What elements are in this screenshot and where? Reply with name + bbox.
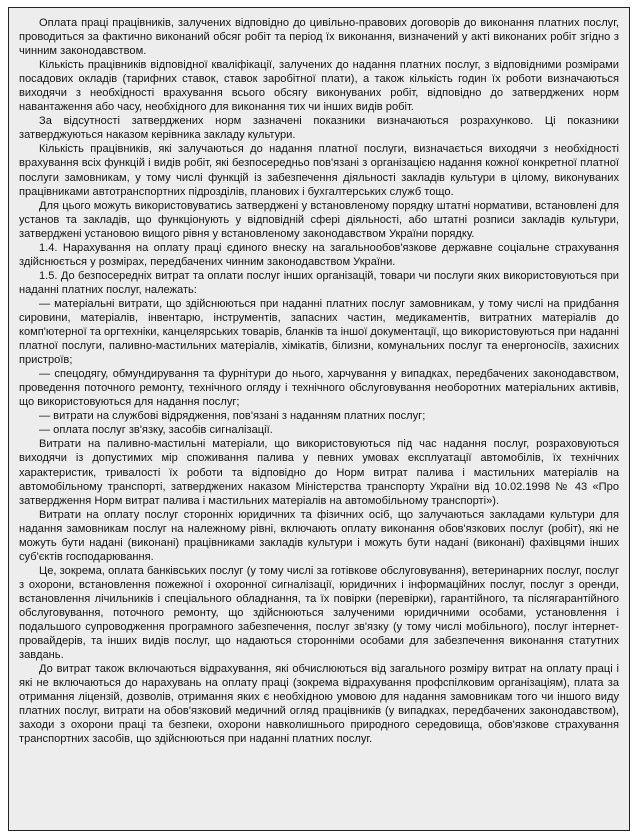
list-item: — оплата послуг зв'язку, засобів сигналізації. [39, 424, 273, 437]
paragraph: Для цього можуть використовуватись затверджені у встановленому порядку штатні нормативи, встановлені для установ та закладів, що функціонують у відповідній сфері діяльності, або штатні розписи закладів культури, затверджені установою вищого рівня у встановленому законодавством України порядку. [19, 199, 619, 240]
paragraph: Витрати на паливно-мастильні матеріали, що використовуються під час надання послуг, розраховуються виходячи із допустимих мір споживання палива у певних умовах експлуатації автомобілів, їх технічних характеристик, тривалості їх роботи та відповідно до Норм витрат палива і мастильних матеріалів на автомобільному транспорті, затверджених наказом Міністерства транспорту України від 10.02.1998 № 43 «Про затвердження Норм витрат палива і мастильних матеріалів на автомобільному транспорті»). [19, 438, 619, 507]
document-body [19, 16, 619, 746]
paragraph: Оплата праці працівників, залучених відповідно до цивільно-правових договорів до виконання платних послуг, проводиться за фактично виконаний обсяг робіт та період їх виконання, визначений у акті виконаних робіт згідно з чинним законодавством. [19, 17, 619, 58]
paragraph: До витрат також включаються відрахування, які обчислюються від загального розміру витрат на оплату праці і які не включаються до нарахувань на оплату праці (зокрема відрахування профспілковим організаціям), плата за отримання ліцензій, дозволів, отримання яких є необхідною умовою для надання замовникам того чи іншого виду платних послуг, витрати на обов'язковий медичний огляд працівників (у випадках, передбачених законодавством), заходи з охорони праці та безпеки, охорони навколишнього природного середовища, обов'язкове страхування транспортних засобів, що здійснюються при наданні платних послуг. [19, 663, 619, 746]
section-1-4-paragraph: 1.4. Нарахування на оплату праці єдиного внеску на загальнообов'язкове державне соціальне страхування здійснюється у розмірах, передбачених чинним законодавством України. [19, 241, 619, 268]
list-item: — спецодягу, обмундирування та фурнітури до нього, харчування у випадках, передбачених законодавством, проведення поточного ремонту, технічного огляду і технічного обслуговування необоротних матеріальних активів, що використовуються для надання послуг; [19, 368, 619, 409]
paragraph: За відсутності затверджених норм зазначені показники визначаються розрахунково. Ці показники затверджуються наказом керівника закладу культури. [19, 115, 619, 142]
list-item: — матеріальні витрати, що здійснюються при наданні платних послуг замовникам, у тому числі на придбання сировини, матеріалів, інвентарю, інструментів, запасних частин, медикаментів, витратних матеріалів до комп'ютерної та оргтехніки, канцелярських товарів, бланків та іншої документації, що використовуються при наданні платної послуги, паливно-мастильних матеріалів, хімікатів, білизни, комунальних послуг та енергоносіїв, захисних пристроїв; [19, 297, 619, 367]
paragraph: Кількість працівників, які залучаються до надання платної послуги, визначається виходячи з необхідності врахування всіх функцій і видів робіт, які безпосередньо пов'язані з організацією надання кожної конкретної платної послуги замовникам, у тому числі функцій із забезпечення діяльності закладів культури в цілому, виконуваних працівниками автотранспортних підрозділів, планових і бухгалтерських служб тощо. [19, 143, 619, 198]
document-page [8, 7, 630, 831]
section-1-5-paragraph: 1.5. До безпосередніх витрат та оплати послуг інших організацій, товари чи послуги яких використовуються при наданні платних послуг, належать: [19, 269, 619, 296]
paragraph: Це, зокрема, оплата банківських послуг (у тому числі за готівкове обслуговування), ветеринарних послуг, послуг з охорони, встановлення пожежної і охоронної сигналізації, юридичних і інформаційних послуг, послуг з оренди, встановлення лічильників і спеціального обладнання, та їх повірки (перевірки), гарантійного, та післягарантійного обслуговування, поточного ремонту, що здійснюються залученими юридичними особами, установлення і подальшого супроводження програмного забезпечення, послуг зв'язку (у тому числі мобільного), послуг інтернет-провайдерів, та інших видів послуг, що надаються сторонніми особами для забезпечення виконання статутних завдань. [19, 564, 619, 662]
paragraph: Витрати на оплату послуг сторонніх юридичних та фізичних осіб, що залучаються закладами культури для надання замовникам послуг на належному рівні, включають оплату виконання обов'язкових послуг (робіт), які не можуть бути надані (виконані) працівниками закладів культури і можуть бути надані (виконані) фахівцями інших суб'єктів господарювання. [19, 508, 619, 563]
list-item: — витрати на службові відрядження, пов'язані з наданням платних послуг; [39, 410, 426, 423]
paragraph: Кількість працівників відповідної кваліфікації, залучених до надання платних послуг, з відповідними розмірами посадових окладів (тарифних ставок, ставок заробітної плати), а також кількість годин їх роботи визначаються виходячи з необхідності врахування всього обсягу виконуваних робіт, відповідно до затверджених норм навантаження або часу, необхідного для виконання тих чи інших видів робіт. [19, 59, 619, 114]
